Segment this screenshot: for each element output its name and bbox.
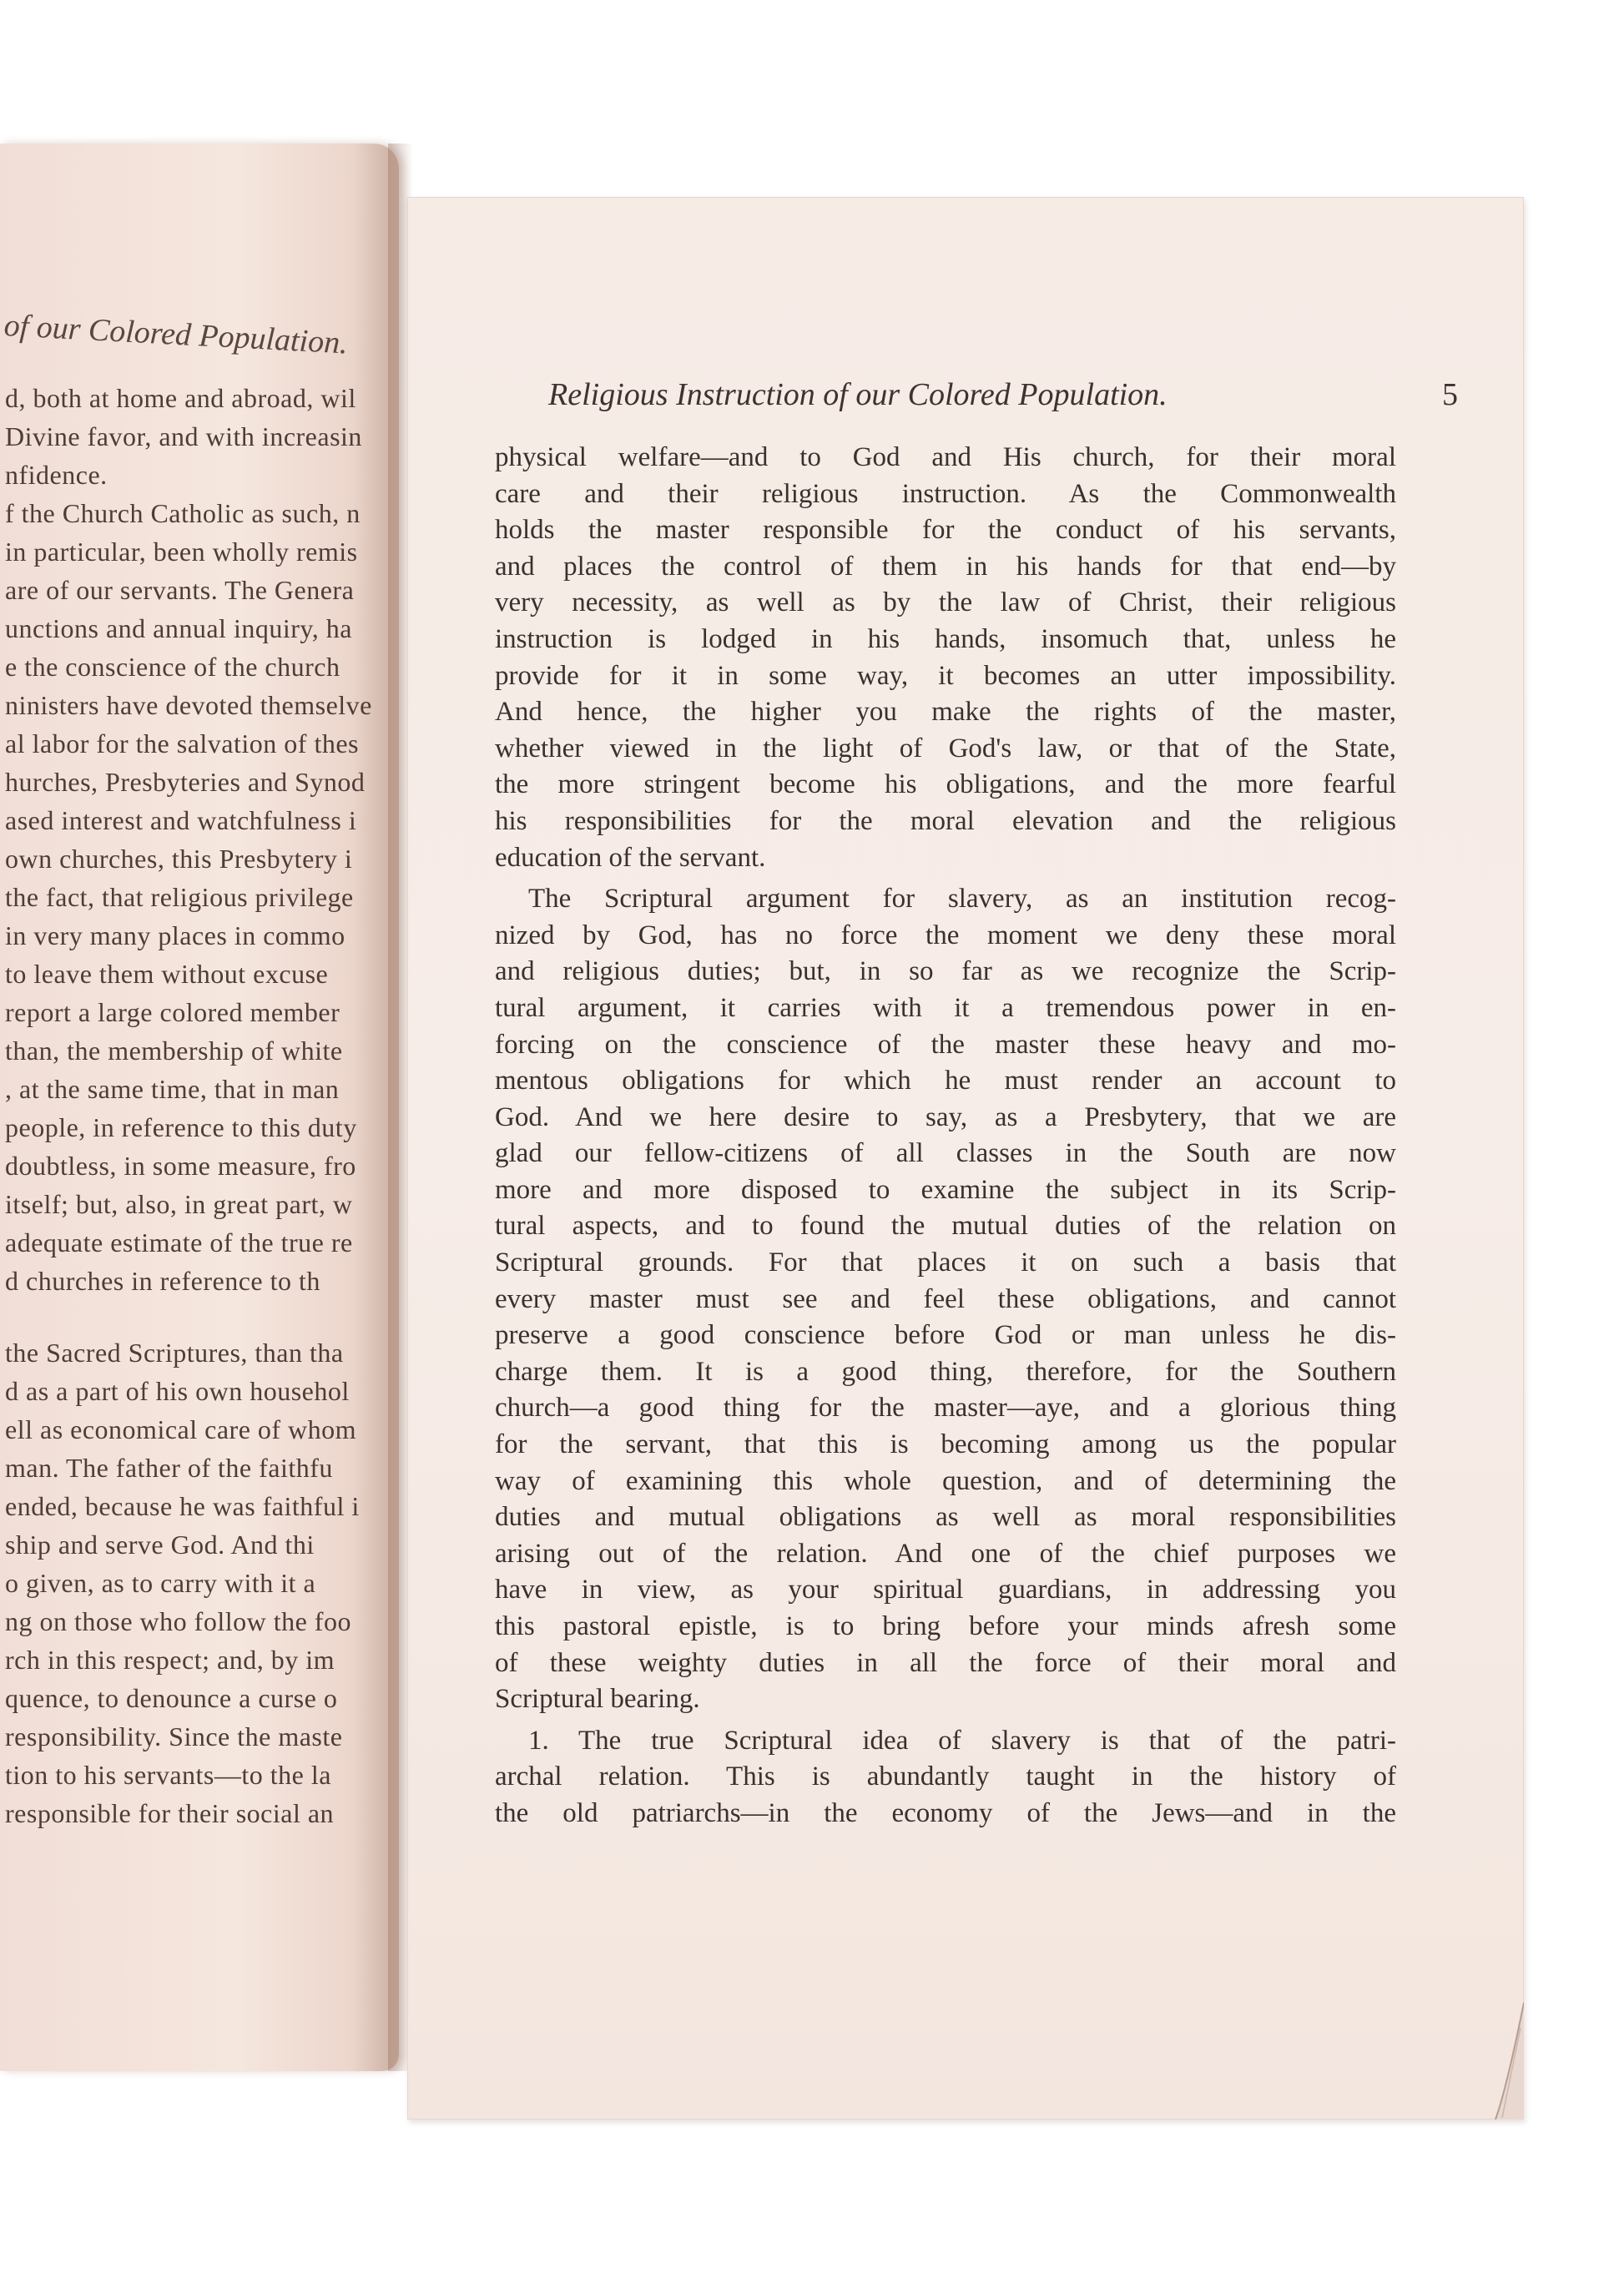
right-page	[407, 197, 1524, 2119]
text-line: the old patriarchs—in the economy of the Jews—and in the	[495, 1797, 1396, 1828]
text-line: his responsibilities for the moral elevation and the religious	[495, 805, 1396, 836]
left-text-line: doubtless, in some measure, fro	[5, 1151, 356, 1181]
text-line: tural aspects, and to found the mutual duties of the relation on	[495, 1211, 1396, 1242]
text-line: physical welfare—and to God and His church, for their moral	[495, 442, 1396, 472]
left-text-line: hurches, Presbyteries and Synod	[5, 767, 366, 797]
left-text-line: ell as economical care of whom	[5, 1414, 357, 1444]
text-line: provide for it in some way, it becomes an utter impossibility.	[495, 660, 1396, 691]
text-line: have in view, as your spiritual guardians, in addressing you	[495, 1575, 1396, 1605]
text-line: tural argument, it carries with it a tremendous power in en-	[495, 992, 1396, 1023]
left-text-line: man. The father of the faithfu	[5, 1453, 333, 1483]
paragraph	[495, 1723, 1396, 1832]
text-line: duties and mutual obligations as well as moral responsibilities	[495, 1502, 1396, 1533]
left-text-line: to leave them without excuse	[5, 959, 329, 989]
left-text-line: o given, as to carry with it a	[5, 1568, 316, 1598]
left-text-line: f the Church Catholic as such, n	[5, 498, 361, 528]
text-line: more and more disposed to examine the subject in its Scrip-	[495, 1174, 1396, 1205]
left-text-line: in particular, been wholly remis	[5, 537, 358, 567]
left-text-line: tion to his servants—to the la	[5, 1760, 331, 1790]
text-line: education of the servant.	[495, 842, 766, 873]
left-text-line: rch in this respect; and, by im	[5, 1645, 335, 1675]
text-line: Scriptural bearing.	[495, 1684, 700, 1715]
left-text-line: responsibility. Since the maste	[5, 1721, 343, 1751]
left-text-line: people, in reference to this duty	[5, 1112, 357, 1142]
paragraph	[495, 881, 1396, 1718]
left-text-line: d churches in reference to th	[5, 1266, 320, 1296]
text-line: archal relation. This is abundantly taught in the history of	[495, 1761, 1396, 1792]
left-text-line: e the conscience of the church	[5, 652, 340, 682]
text-line: this pastoral epistle, is to bring before your minds afresh some	[495, 1611, 1396, 1641]
text-line: The Scriptural argument for slavery, as an institution recog-	[528, 884, 1396, 915]
text-line: nized by God, has no force the moment we deny these moral	[495, 920, 1396, 950]
left-text-line: own churches, this Presbytery i	[5, 844, 353, 874]
left-page	[0, 144, 399, 2071]
text-line: Scriptural grounds. For that places it on such a basis that	[495, 1247, 1396, 1278]
text-line: and religious duties; but, in so far as we recognize the Scrip-	[495, 956, 1396, 987]
text-line: way of examining this whole question, and of determining the	[495, 1465, 1396, 1496]
paragraph	[495, 440, 1396, 876]
text-line: forcing on the conscience of the master these heavy and mo-	[495, 1029, 1396, 1060]
left-text-line: quence, to denounce a curse o	[5, 1683, 338, 1713]
text-line: holds the master responsible for the conduct of his servants,	[495, 515, 1396, 546]
left-text-line: d, both at home and abroad, wil	[5, 383, 356, 413]
left-text-line: ased interest and watchfulness i	[5, 805, 357, 835]
text-line: And hence, the higher you make the rights of the master,	[495, 697, 1396, 728]
text-line: for the servant, that this is becoming among us the popular	[495, 1429, 1396, 1460]
left-text-line: nfidence.	[5, 460, 108, 490]
text-line: every master must see and feel these obligations, and cannot	[495, 1283, 1396, 1314]
text-line: preserve a good conscience before God or man unless he dis-	[495, 1320, 1396, 1351]
page-corner-curl	[1470, 2003, 1524, 2119]
left-text-line: adequate estimate of the true re	[5, 1227, 353, 1257]
left-text-line: the Sacred Scriptures, than tha	[5, 1338, 344, 1368]
left-text-line: ng on those who follow the foo	[5, 1606, 351, 1636]
left-text-line: d as a part of his own househol	[5, 1376, 350, 1406]
left-text-line: unctions and annual inquiry, ha	[5, 613, 352, 643]
text-line: and places the control of them in his hands for that end—by	[495, 551, 1396, 582]
text-line: the more stringent become his obligations, and the more fearful	[495, 769, 1396, 800]
text-line: church—a good thing for the master—aye, and a glorious thing	[495, 1393, 1396, 1424]
left-text-line: , at the same time, that in man	[5, 1074, 340, 1104]
running-head-title: Religious Instruction of our Colored Population.	[548, 377, 1168, 412]
left-page-running-head: of our Colored Population.	[3, 307, 349, 361]
left-text-line: in very many places in commo	[5, 920, 345, 950]
left-text-line: al labor for the salvation of thes	[5, 728, 359, 759]
text-line: arising out of the relation. And one of the chief purposes we	[495, 1538, 1396, 1569]
text-line: instruction is lodged in his hands, insomuch that, unless he	[495, 623, 1396, 654]
text-line: glad our fellow-citizens of all classes in the South are now	[495, 1138, 1396, 1169]
left-text-line: report a large colored member	[5, 997, 340, 1027]
text-line: whether viewed in the light of God's law, or that of the State,	[495, 733, 1396, 764]
left-text-line	[5, 1300, 399, 1333]
left-text-line: Divine favor, and with increasin	[5, 421, 362, 451]
text-line: God. And we here desire to say, as a Presbytery, that we are	[495, 1101, 1396, 1132]
left-text-line: than, the membership of white	[5, 1036, 343, 1066]
text-line: charge them. It is a good thing, therefore, for the Southern	[495, 1356, 1396, 1387]
page-number: 5	[1442, 377, 1458, 412]
text-line: very necessity, as well as by the law of Christ, their religious	[495, 587, 1396, 618]
left-text-line: the fact, that religious privilege	[5, 882, 354, 912]
text-line: 1. The true Scriptural idea of slavery is that of the patri-	[528, 1725, 1396, 1756]
left-text-line: itself; but, also, in great part, w	[5, 1189, 353, 1219]
running-head	[548, 376, 1458, 418]
left-text-line: ended, because he was faithful i	[5, 1491, 360, 1521]
text-line: mentous obligations for which he must render an account to	[495, 1066, 1396, 1096]
left-page-text	[5, 379, 399, 1832]
text-line: of these weighty duties in all the force of their moral and	[495, 1647, 1396, 1678]
text-line: care and their religious instruction. As the Commonwealth	[495, 478, 1396, 509]
left-text-line: are of our servants. The Genera	[5, 575, 355, 605]
left-text-line: ninisters have devoted themselve	[5, 690, 372, 720]
page-body	[495, 440, 1396, 1832]
left-text-line: ship and serve God. And thi	[5, 1530, 315, 1560]
left-text-line: responsible for their social an	[5, 1798, 335, 1828]
